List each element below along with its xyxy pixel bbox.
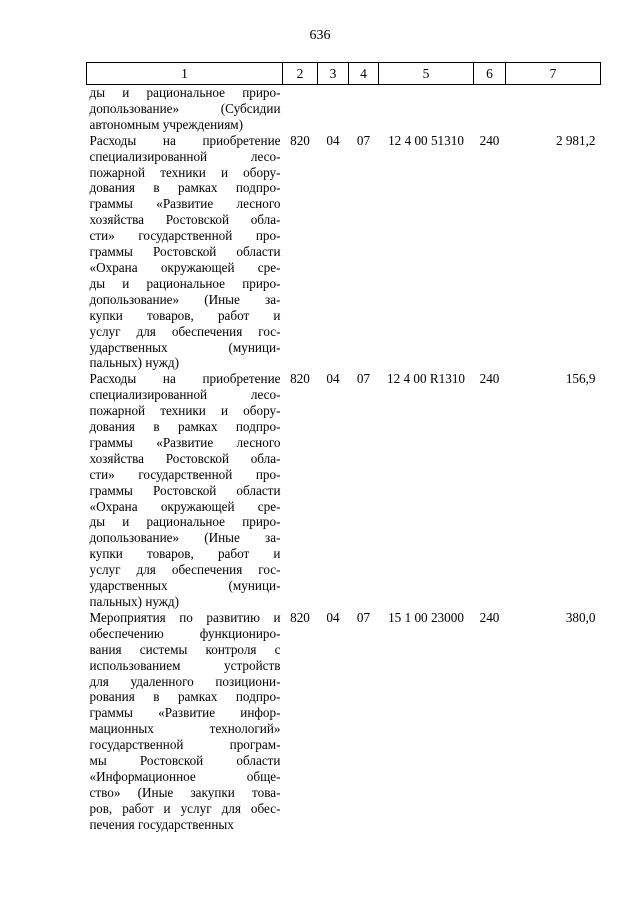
description-line: Мероприятия по развитию и (89, 609, 281, 625)
description-line: допользование» (Иные за- (89, 291, 281, 307)
row-target-article (379, 85, 474, 133)
row-description (87, 85, 283, 133)
description-line: граммы «Развитие лесного (89, 434, 281, 450)
description-line: ды и рациональное приро- (89, 275, 281, 291)
description-line: специализированной лесо- (89, 148, 281, 164)
description-line: сти» государственной про- (89, 228, 281, 244)
row-description (87, 610, 283, 833)
description-line: пальных) нужд) (89, 594, 180, 609)
row-subsection-code (349, 85, 379, 133)
description-line: хозяйства Ростовской обла- (89, 212, 281, 228)
description-line: печения государственных (89, 816, 234, 832)
description-line: дования в рамках подпро- (89, 419, 281, 435)
row-expense-type: 240 (479, 609, 500, 625)
row-target-article: 12 4 00 51310 (388, 132, 464, 148)
table-row (87, 85, 601, 133)
description-line: ды и рациональное приро- (89, 514, 281, 530)
row-ministry-code: 820 (290, 132, 310, 148)
description-line: услуг для обеспечения гос- (89, 562, 281, 578)
description-line: вания системы контроля с (89, 641, 281, 657)
description-line: услуг для обеспечения гос- (89, 323, 281, 339)
row-amount: 380,0 (565, 609, 596, 625)
row-subsection-code: 07 (356, 609, 371, 625)
description-line: специализированной лесо- (89, 387, 281, 403)
description-line: дования в рамках подпро- (89, 180, 281, 196)
page-number: 636 (309, 28, 331, 43)
description-line: обеспечению функциониро- (89, 625, 281, 641)
description-line: купки товаров, работ и (89, 307, 281, 323)
header-col-3: 3 (318, 63, 349, 85)
row-amount: 156,9 (565, 371, 596, 387)
row-expense-type (474, 85, 506, 133)
description-line: пожарной техники и обору- (89, 403, 281, 419)
table-row (87, 133, 601, 372)
description-line: для удаленного позициони- (89, 673, 281, 689)
description-line: граммы Ростовской области (89, 482, 281, 498)
row-expense-type: 240 (479, 371, 500, 387)
budget-table (86, 62, 601, 833)
row-description (87, 371, 283, 610)
row-ministry-code: 820 (290, 609, 310, 625)
description-line: пальных) нужд) (89, 355, 180, 371)
row-section-code (318, 85, 349, 133)
row-description (87, 133, 283, 372)
table-row (87, 371, 601, 610)
table-row (87, 610, 601, 833)
table-body (87, 85, 601, 833)
row-target-article: 15 1 00 23000 (388, 609, 464, 625)
table-header (87, 63, 601, 85)
description-line: рования в рамках подпро- (89, 689, 281, 705)
description-line: ударственных (муници- (89, 339, 281, 355)
row-expense-type: 240 (479, 132, 500, 148)
description-line: ров, работ и услуг для обес- (89, 800, 281, 816)
description-line: автономным учреждениям) (89, 116, 244, 132)
description-line: мы Ростовской области (89, 753, 281, 769)
header-col-7: 7 (506, 63, 601, 85)
description-line: хозяйства Ростовской обла- (89, 450, 281, 466)
description-line: пожарной техники и обору- (89, 164, 281, 180)
description-line: государственной програм- (89, 737, 281, 753)
row-subsection-code: 07 (356, 371, 371, 387)
description-line: ство» (Иные закупки това- (89, 784, 281, 800)
description-line: граммы Ростовской области (89, 244, 281, 260)
description-line: граммы «Развитие инфор- (89, 705, 281, 721)
header-col-2: 2 (283, 63, 318, 85)
description-line: использованием устройств (89, 657, 281, 673)
header-row (87, 63, 601, 85)
description-line: «Охрана окружающей сре- (89, 259, 281, 275)
description-line: допользование» (Субсидии (89, 100, 281, 116)
header-col-6: 6 (474, 63, 506, 85)
description-line: граммы «Развитие лесного (89, 196, 281, 212)
row-ministry-code: 820 (290, 371, 310, 387)
description-line: ды и рациональное приро- (89, 85, 281, 100)
row-amount (506, 85, 601, 133)
row-section-code: 04 (326, 371, 340, 387)
header-col-4: 4 (349, 63, 379, 85)
description-line: мационных технологий» (89, 721, 281, 737)
description-line: ударственных (муници- (89, 578, 281, 594)
row-ministry-code (283, 85, 318, 133)
header-col-1: 1 (87, 63, 283, 85)
row-section-code: 04 (326, 609, 340, 625)
row-section-code: 04 (326, 132, 340, 148)
description-line: «Охрана окружающей сре- (89, 498, 281, 514)
description-line: Расходы на приобретение (89, 132, 281, 148)
description-line: купки товаров, работ и (89, 546, 281, 562)
description-line: Расходы на приобретение (89, 371, 281, 387)
row-subsection-code: 07 (356, 132, 371, 148)
row-target-article: 12 4 00 R1310 (386, 371, 466, 387)
description-line: сти» государственной про- (89, 466, 281, 482)
description-line: «Информационное обще- (89, 768, 281, 784)
row-amount: 2 981,2 (555, 132, 596, 148)
header-col-5: 5 (379, 63, 474, 85)
description-line: допользование» (Иные за- (89, 530, 281, 546)
